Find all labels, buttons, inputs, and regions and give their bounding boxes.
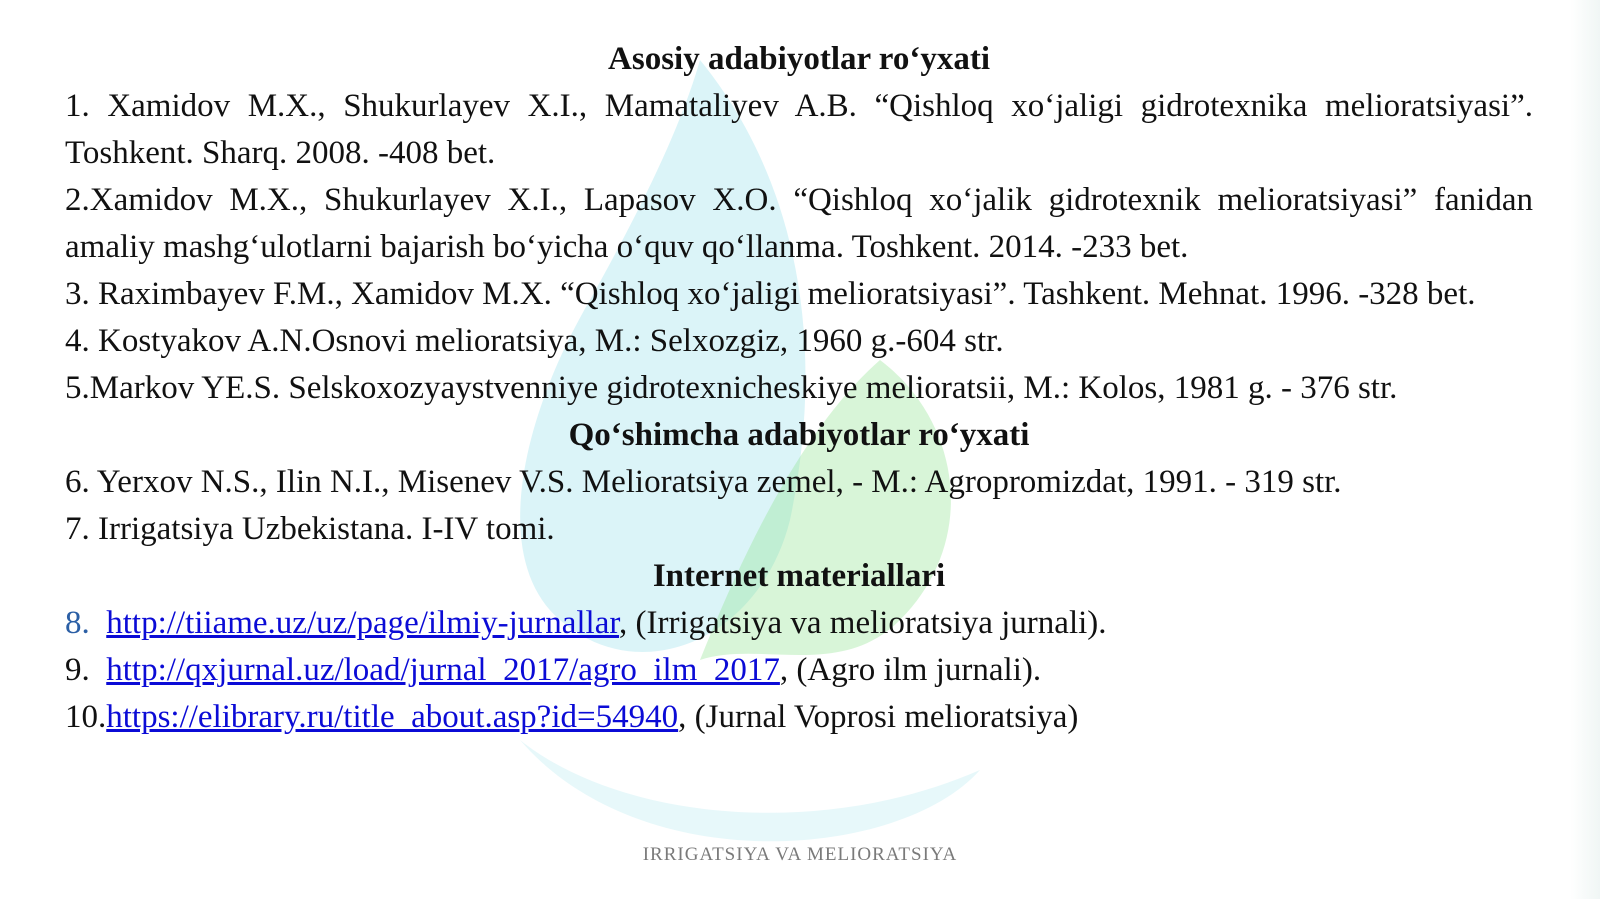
reference-item-3: 3. Raximbayev F.M., Xamidov M.X. “Qishloq xo‘jaligi melioratsiyasi”. Tashkent. Mehnat. 1996. -328 bet. (65, 276, 1476, 312)
main-literature-title: Asosiy adabiyotlar ro‘yxati (608, 41, 990, 77)
watermark-blue-wave (520, 740, 980, 841)
internet-item-note: , (Agro ilm jurnali). (779, 652, 1042, 688)
internet-item-9 (65, 647, 1533, 694)
internet-item-note: , (Jurnal Voprosi melioratsiya) (678, 699, 1079, 735)
internet-materials-title: Internet materiallari (652, 558, 946, 594)
slide-edge-shadow (1570, 0, 1600, 899)
internet-item-10 (65, 694, 1533, 741)
internet-item-note: , (Irrigatsiya va melioratsiya jurnali). (619, 605, 1107, 641)
additional-literature-title: Qo‘shimcha adabiyotlar ro‘yxati (568, 417, 1030, 453)
internet-item-number: 10. (65, 699, 107, 735)
reference-item-6: 6. Yerxov N.S., Ilin N.I., Misenev V.S. Melioratsiya zemel, - M.: Agropromizdat, 1991. - 319 str. (65, 464, 1342, 500)
slide-footer: IRRIGATSIYA VA MELIORATSIYA (642, 844, 958, 865)
tiiame-journal-link[interactable]: http://tiiame.uz/uz/page/ilmiy-jurnallar (106, 605, 620, 641)
internet-item-8 (65, 600, 1533, 647)
reference-item-4: 4. Kostyakov A.N.Osnovi melioratsiya, M.: Selxozgiz, 1960 g.-604 str. (65, 323, 1004, 359)
reference-item-2: 2.Xamidov M.X., Shukurlayev X.I., Lapasov X.O. “Qishloq xo‘jalik gidrotexnik melioratsiyasi” fanidan amaliy mashg‘ulotlarni bajarish bo‘yicha o‘quv qo‘llanma. Toshkent. 2014. -233 bet. (65, 182, 1533, 265)
elibrary-link[interactable]: https://elibrary.ru/title_about.asp?id=54940 (106, 699, 679, 735)
reference-item-5: 5.Markov YE.S. Selskoxozyaystvenniye gidrotexnicheskiye melioratsii, M.: Kolos, 1981 g. - 376 str. (65, 370, 1398, 406)
qxjurnal-link[interactable]: http://qxjurnal.uz/load/jurnal_2017/agro_ilm_2017 (106, 652, 780, 688)
references-content (65, 36, 1533, 741)
internet-item-number: 8. (65, 605, 107, 641)
internet-item-number: 9. (65, 652, 107, 688)
reference-item-1: 1. Xamidov M.X., Shukurlayev X.I., Mamataliyev A.B. “Qishloq xo‘jaligi gidrotexnika melioratsiyasi”. Toshkent. Sharq. 2008. -408 bet. (65, 88, 1533, 171)
reference-item-7: 7. Irrigatsiya Uzbekistana. I-IV tomi. (65, 511, 555, 547)
